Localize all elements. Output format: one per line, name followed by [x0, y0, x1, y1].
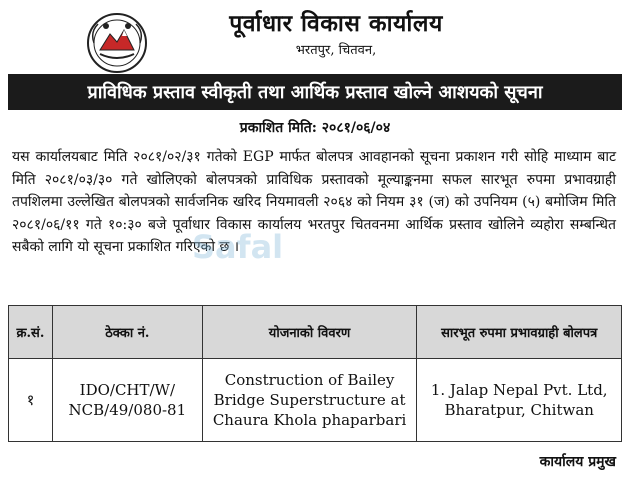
col-header-project: योजनाको विवरण: [202, 306, 417, 359]
col-header-contract-no: ठेक्का नं.: [52, 306, 202, 359]
nepal-emblem-icon: [86, 12, 148, 74]
col-header-bidder: सारभूत रुपमा प्रभावग्राही बोलपत्र: [417, 306, 622, 359]
col-header-sn: क्र.सं.: [9, 306, 53, 359]
published-date: प्रकाशित मिति: २०८१/०६/०४: [239, 120, 391, 136]
watermark-text: Safal: [192, 228, 284, 266]
office-name: पूर्वाधार विकास कार्यालय: [229, 10, 443, 37]
notice-body: यस कार्यालयबाट मिति २०८१/०२/३१ गतेको EGP मार्फत बोलपत्र आवहानको सूचना प्रकाशन गरी सोहि माध्याम बाट मिति २०८१/०३/३० गते खोलिएको बोलपत्रको प्राविधिक प्रस्तावको मूल्याङ्कनमा सफल सारभूत रुपमा प्रभावग्राही तपशिलमा उल्लेखित बोलपत्रको सार्वजनिक खरिद नियमावली २०६४ को नियम ३१ (ज) को उपनियम (५) बमोजिम मिति २०८१/०६/११ गते १०:३० बजे पूर्वाधार विकास कार्यालय भरतपुर चितवनमा आर्थिक प्रस्ताव खोलिने व्यहोरा सम्बन्धित सबैको लागि यो सूचना प्रकाशित गरिएको छ ।: [12, 149, 616, 255]
signature: कार्यालय प्रमुख: [539, 454, 616, 470]
cell-project: Construction of Bailey Bridge Superstructure at Chaura Khola phaparbari: [202, 359, 417, 442]
bid-table: [8, 305, 622, 442]
cell-contract-no: IDO/CHT/W/ NCB/49/080-81: [52, 359, 202, 442]
office-address: भरतपुर, चितवन,: [295, 43, 377, 58]
notice-title: प्राविधिक प्रस्ताव स्वीकृती तथा आर्थिक प्रस्ताव खोल्ने आशयको सूचना: [8, 74, 622, 110]
cell-sn: १: [9, 359, 53, 442]
cell-bidder: 1. Jalap Nepal Pvt. Ltd, Bharatpur, Chitwan: [417, 359, 622, 442]
table-header-row: [9, 306, 622, 359]
table-row: [9, 359, 622, 442]
